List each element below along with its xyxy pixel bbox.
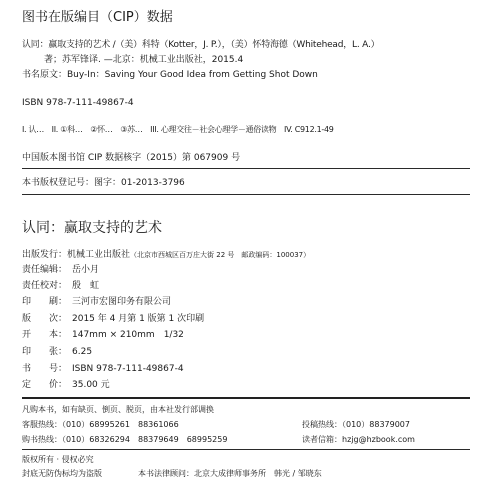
legal-advisor: 本书法律顾问：北京大成律师事务所 韩光 / 邹晓东 — [138, 469, 322, 478]
proofreader-label: 责任校对： — [22, 281, 68, 291]
rights-notice: 版权所有 · 侵权必究 — [22, 455, 94, 464]
printer-value: 三河市宏图印务有限公司 — [72, 297, 172, 307]
edition-value: 2015 年 4 月第 1 版第 1 次印刷 — [72, 314, 205, 324]
cip-heading: 图书在版编目（CIP）数据 — [22, 10, 173, 25]
sheets-row — [22, 347, 92, 358]
cip-line-1: 认同：赢取支持的艺术 /（美）科特（Kotter，J. P.），（美）怀特海德（Whitehead，L. A.） — [22, 40, 380, 50]
isbn-row — [22, 364, 184, 375]
cip-line-3: 书名原文：Buy-In：Saving Your Good Idea from Getting Shot Down — [22, 70, 318, 80]
printer-row — [22, 297, 171, 308]
book-title: 认同：赢取支持的艺术 — [22, 220, 162, 236]
editor-value: 岳小月 — [72, 265, 100, 275]
format-value: 147mm × 210mm 1/32 — [72, 330, 184, 340]
editor-label: 责任编辑： — [22, 265, 68, 275]
copyright-registration: 本书版权登记号：图字：01-2013-3796 — [22, 178, 185, 188]
format-label: 开 本： — [22, 330, 68, 340]
format-row — [22, 330, 184, 341]
service-hotline: 客服热线：（010）68995261 88361066 — [22, 420, 179, 429]
cip-line-2: 著；苏军锋译. —北京：机械工业出版社，2015.4 — [44, 55, 244, 65]
divider-bottom — [22, 397, 470, 399]
publisher-label: 出版发行： — [22, 250, 68, 260]
purchase-hotline: 购书热线：（010）68326294 88379649 68995259 — [22, 435, 228, 444]
publisher-row — [22, 250, 310, 261]
isbn-label: 书 号： — [22, 364, 68, 374]
sheets-value: 6.25 — [72, 347, 93, 357]
cip-classification: I. 认… II. ①科… ②怀… ③苏… III. 心理交往－社会心理学－通俗读物 IV. C912.1-49 — [22, 125, 334, 134]
divider-footer — [22, 449, 470, 450]
sheets-label: 印 张： — [22, 347, 68, 357]
price-row — [22, 380, 110, 391]
editor-row — [22, 265, 99, 276]
edition-label: 版 次： — [22, 314, 68, 324]
anti-counterfeit-notice: 封底无防伪标均为盗版 — [22, 469, 102, 478]
price-label: 定 价： — [22, 380, 68, 390]
publisher-value: 机械工业出版社 — [67, 250, 131, 260]
isbn-value: ISBN 978-7-111-49867-4 — [72, 364, 184, 374]
publisher-address: （北京市西城区百万庄大街 22 号 邮政编码：100037） — [130, 251, 311, 259]
reader-email: 读者信箱：hzjg@hzbook.com — [302, 435, 415, 444]
replacement-notice: 凡购本书，如有缺页、倒页、脱页，由本社发行部调换 — [22, 405, 214, 414]
cip-isbn: ISBN 978-7-111-49867-4 — [22, 98, 134, 108]
submission-hotline: 投稿热线：（010）88379007 — [302, 420, 410, 429]
proofreader-row — [22, 281, 99, 292]
printer-label: 印 刷： — [22, 297, 68, 307]
divider-top — [22, 168, 470, 169]
divider-middle — [22, 194, 470, 195]
edition-row — [22, 314, 204, 325]
proofreader-value: 殷 虹 — [72, 281, 100, 291]
cip-number: 中国版本图书馆 CIP 数据核字（2015）第 067909 号 — [22, 153, 241, 163]
price-value: 35.00 元 — [72, 380, 110, 390]
